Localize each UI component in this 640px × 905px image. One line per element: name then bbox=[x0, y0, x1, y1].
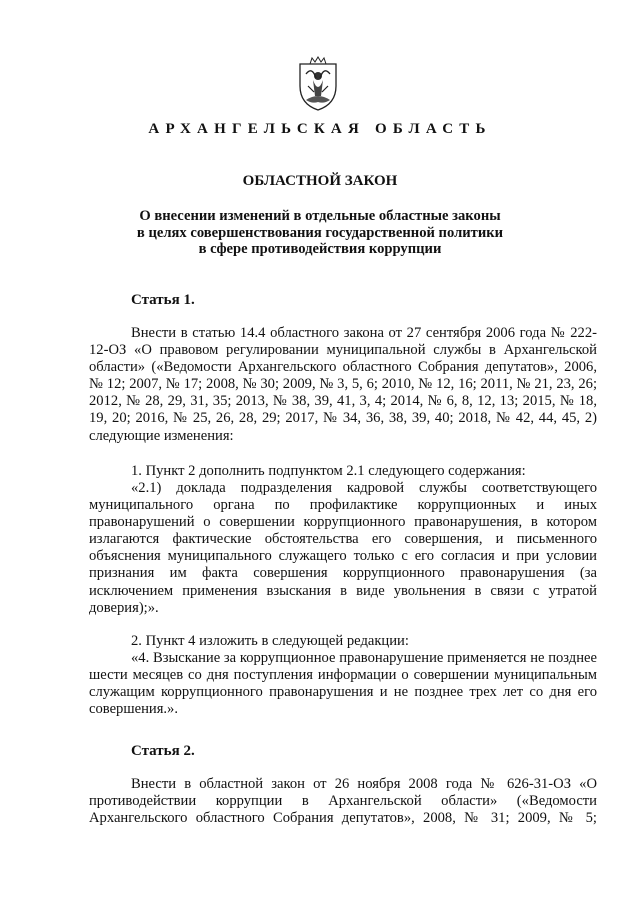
region-heading: АРХАНГЕЛЬСКАЯ ОБЛАСТЬ bbox=[148, 121, 492, 137]
arkhangelsk-coat-of-arms-icon bbox=[296, 56, 340, 112]
article-1-item-1-text bbox=[89, 480, 597, 617]
law-title-line: в сфере противодействия коррупции bbox=[198, 241, 442, 257]
item-1-body-text: «2.1) доклада подразделения кадровой службы соответствующего муниципального органа по профилактике коррупционных и иных правонарушений о совершении коррупционного правонарушения, в котором излагаются фактические обстоятельства его совершения, и письменного объяснения муниципального служащего только с его согласия и при условии признания им факта совершения коррупционного правонарушения (за исключением применения взыскания в виде увольнения в связи с утратой доверия);». bbox=[89, 480, 597, 616]
article-1-item-1-lead bbox=[89, 463, 597, 480]
article-2-heading: Статья 2. bbox=[131, 743, 195, 759]
law-title-line: в целях совершенствования государственной политики bbox=[136, 224, 504, 241]
law-title-line: О внесении изменений в отдельные областные законы bbox=[139, 208, 501, 224]
article-1-item-2-lead bbox=[89, 633, 597, 650]
article-2-intro bbox=[89, 776, 597, 827]
article-1-intro bbox=[89, 325, 597, 445]
item-2-lead-text: 2. Пункт 4 изложить в следующей редакции: bbox=[131, 633, 409, 649]
item-1-lead-text: 1. Пункт 2 дополнить подпунктом 2.1 следующего содержания: bbox=[131, 463, 526, 479]
article-1-item-2-text bbox=[89, 650, 597, 718]
item-2-body-text: «4. Взыскание за коррупционное правонарушение применяется не позднее шести месяцев со дня поступления информации о совершении муниципальным служащим коррупционного правонарушения и не позднее трех лет со дня его совершения.». bbox=[89, 650, 597, 718]
article-1-intro-text: Внести в статью 14.4 областного закона от 27 сентября 2006 года № 222-12-ОЗ «О правовом регулировании муниципальной службы в Архангельской области» («Ведомости Архангельского областного Собрания депутатов», 2006, № 12; 2007, № 17; 2008, № 30; 2009, № 3, 5, 6; 2010, № 12, 16; 2011, № 21, 23, 26; 2012, № 28, 29, 31, 35; 2013, № 38, 39, 41, 3, 4; 2014, № 6, 8, 12, 13; 2015, № 18, 19, 20; 2016, № 25, 26, 28, 29; 2017, № 34, 36, 38, 39, 40; 2018, № 42, 44, 45, 2) следующие изменения: bbox=[89, 325, 597, 444]
law-title bbox=[60, 208, 580, 258]
article-1-heading: Статья 1. bbox=[131, 292, 195, 308]
article-2-intro-text: Внести в областной закон от 26 ноября 2008 года № 626-31-ОЗ «О противодействии коррупции в Архангельской области» («Ведомости Архангельского областного Собрания депутатов», 2008, № 31; 2009, № 5; bbox=[89, 776, 597, 827]
law-type-heading: ОБЛАСТНОЙ ЗАКОН bbox=[242, 173, 398, 189]
